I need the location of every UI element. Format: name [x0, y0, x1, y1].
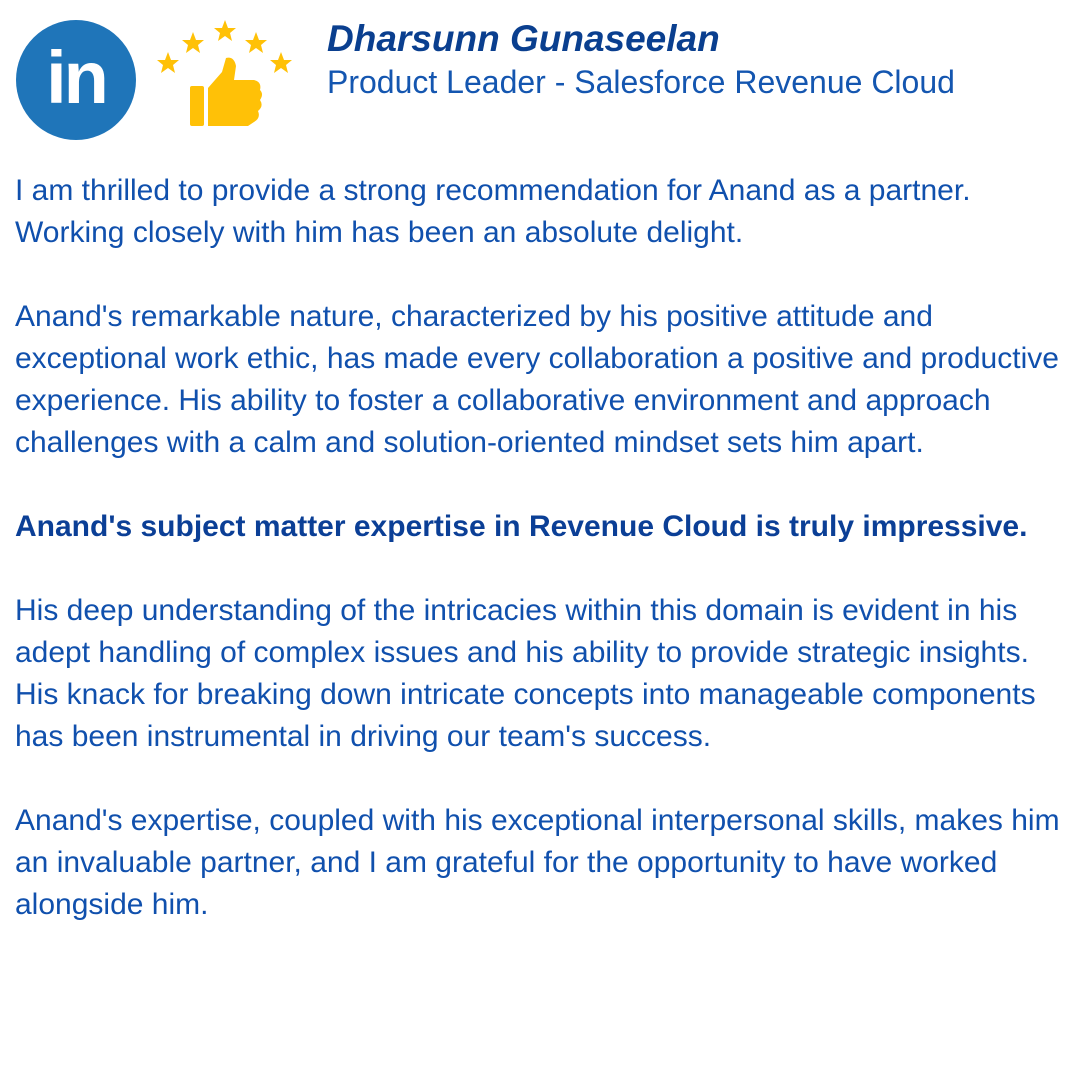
paragraph-nature: Anand's remarkable nature, characterized by his positive attitude and exceptional work ethic, has made every collaboration a positive and productive experience. His ability to foster a collaborative environment and approach challenges with a calm and solution-oriented mindset sets him apart. [15, 300, 1059, 459]
linkedin-logo-text: in [46, 35, 106, 119]
header [0, 0, 1080, 150]
star-icon [182, 32, 204, 53]
star-icon [157, 52, 179, 73]
paragraph-expertise: His deep understanding of the intricacies within this domain is evident in his adept handling of complex issues and his ability to provide strategic insights. His knack for breaking down intricate concepts into manageable components has been instrumental in driving our team's success. [15, 594, 1036, 753]
paragraph-closing: Anand's expertise, coupled with his exceptional interpersonal skills, makes him an invaluable partner, and I am grateful for the opportunity to have worked alongside him. [15, 804, 1060, 921]
star-icon [214, 20, 236, 41]
paragraph-intro: I am thrilled to provide a strong recommendation for Anand as a partner. Working closely with him has been an absolute delight. [15, 174, 971, 249]
author-name: Dharsunn Gunaseelan [327, 18, 720, 59]
thumbs-up-icon [190, 58, 262, 126]
recommendation-text [15, 170, 1070, 968]
star-icon [245, 32, 267, 53]
author-title: Product Leader - Salesforce Revenue Cloud [327, 64, 955, 100]
thumbs-up-stars-icon [150, 14, 300, 134]
star-icon [270, 52, 292, 73]
linkedin-icon [16, 20, 136, 140]
paragraph-highlight: Anand's subject matter expertise in Revenue Cloud is truly impressive. [15, 510, 1028, 543]
